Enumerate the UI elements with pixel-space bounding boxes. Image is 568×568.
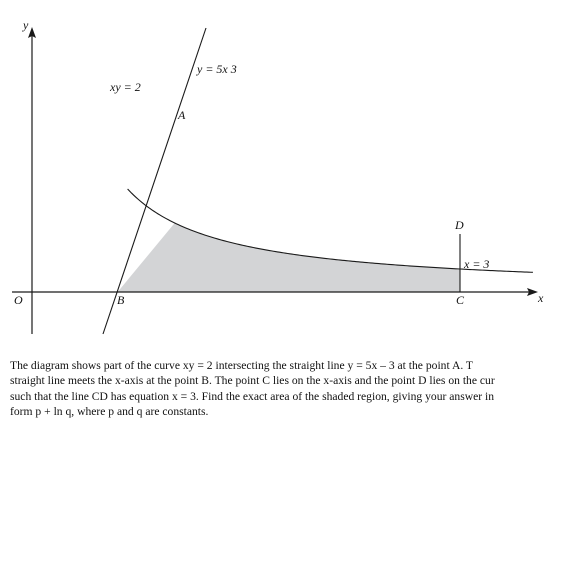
shaded-region	[118, 223, 460, 292]
question-line: straight line meets the x-axis at the point B. The point C lies on the x-axis and the point D lies on the cur	[10, 374, 495, 388]
origin-label: O	[14, 293, 23, 307]
question-line: form p + ln q, where p and q are constants.	[10, 405, 209, 419]
point-b-label: B	[117, 293, 125, 307]
y-axis-label: y	[23, 18, 29, 32]
question-text	[10, 358, 568, 420]
point-d-label: D	[455, 218, 464, 232]
point-a-label: A	[178, 108, 186, 122]
vertical-line-label: x = 3	[464, 257, 490, 271]
x-axis-label: x	[538, 291, 544, 305]
line-label: y = 5x 3	[197, 62, 237, 76]
curve-label: xy = 2	[110, 80, 141, 94]
question-line: such that the line CD has equation x = 3. Find the exact area of the shaded region, giving your answer in	[10, 389, 495, 403]
question-line: The diagram shows part of the curve xy = 2 intersecting the straight line y = 5x – 3 at the point A. T	[10, 359, 473, 372]
point-c-label: C	[456, 293, 465, 307]
